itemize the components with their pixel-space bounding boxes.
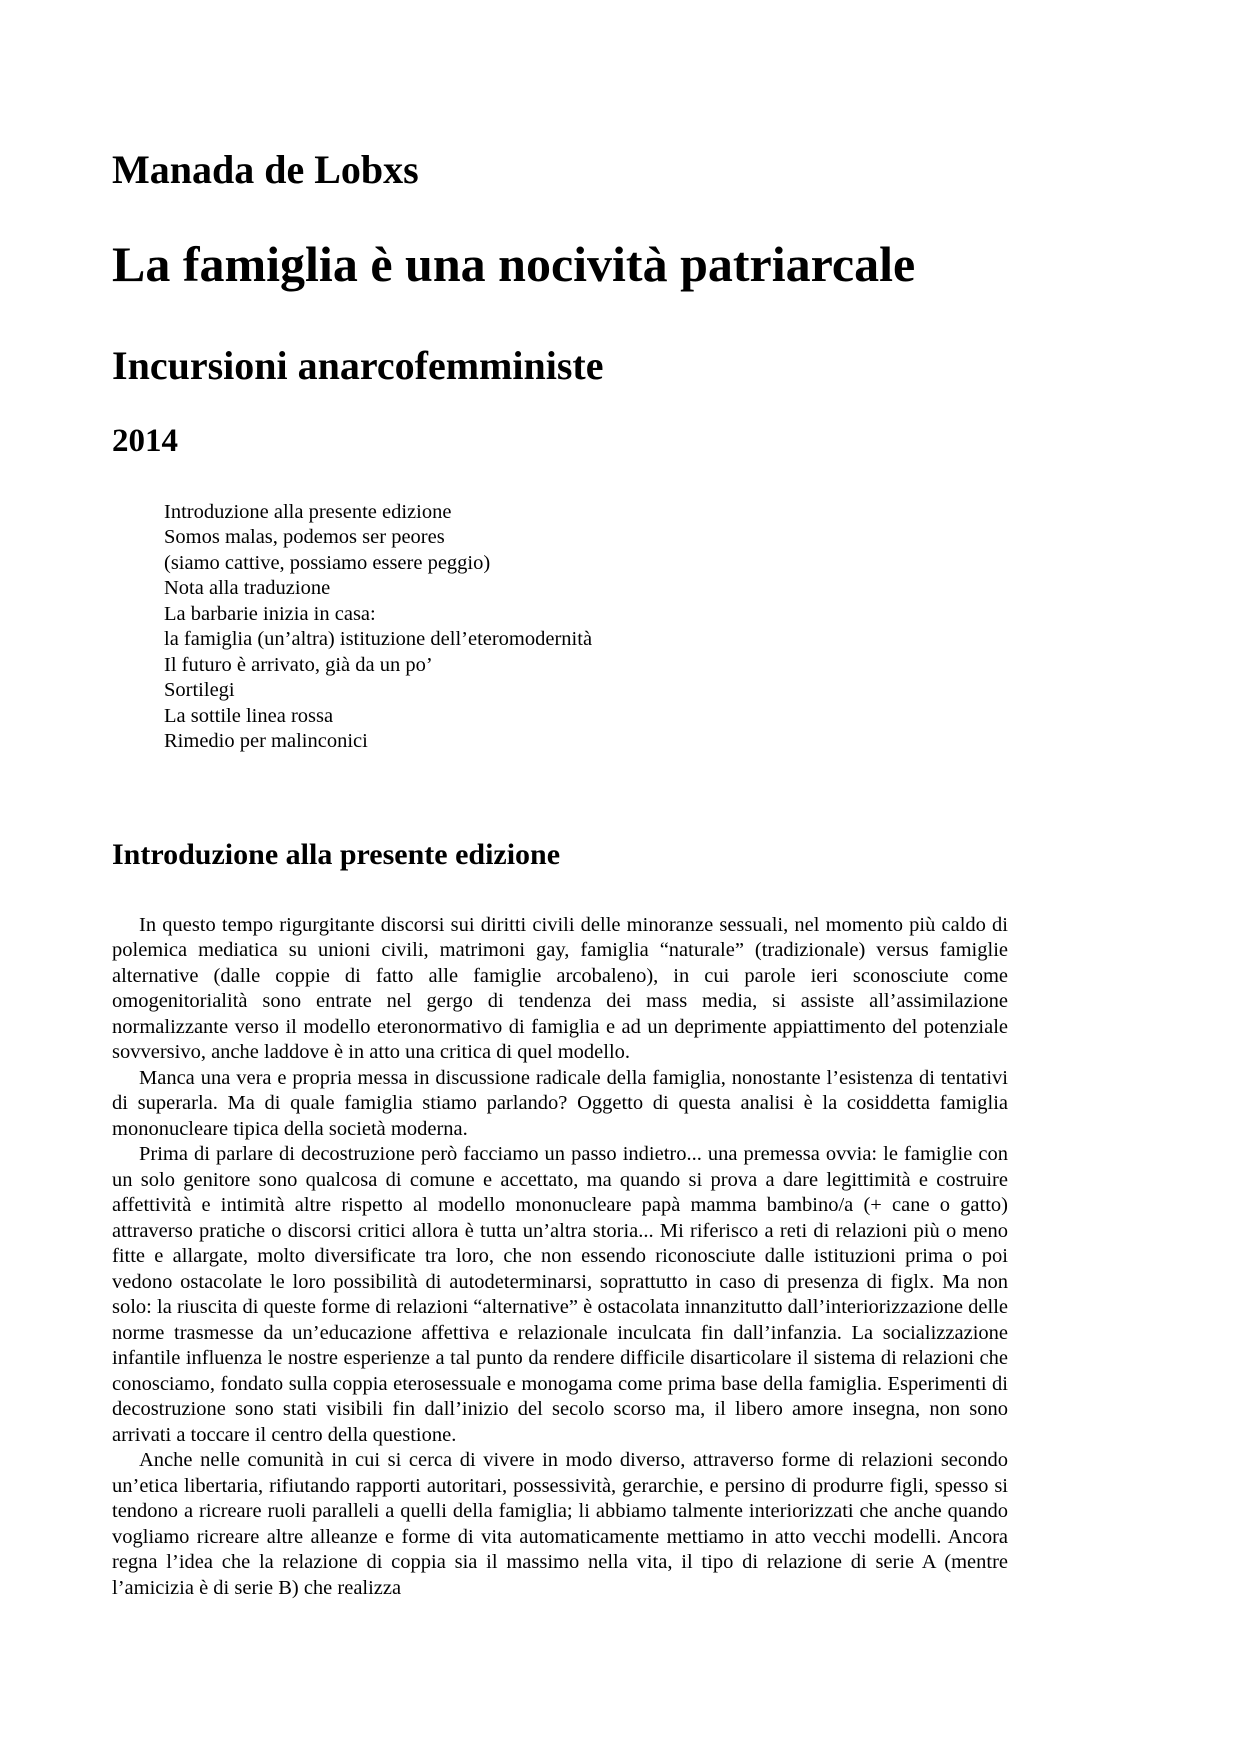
toc-entry: Introduzione alla presente edizione [164, 500, 452, 523]
toc-entry: (siamo cattive, possiamo essere peggio) [164, 551, 491, 574]
toc-entry: la famiglia (un’altra) istituzione dell’eteromodernità [164, 628, 593, 651]
section-body [112, 913, 1008, 1602]
book-title: La famiglia è una nocività patriarcale [112, 236, 916, 292]
author: Manada de Lobxs [112, 147, 419, 192]
body-paragraph: Manca una vera e propria messa in discussione radicale della famiglia, nonostante l’esistenza di tentativi di superarla. Ma di quale famiglia stiamo parlando? Oggetto di questa analisi è la cosiddetta famiglia mononucleare tipica della società moderna. [112, 1066, 1008, 1140]
toc-entry: Nota alla traduzione [164, 577, 331, 600]
toc-entry: Il futuro è arrivato, già da un po’ [164, 653, 433, 676]
toc-entry: Rimedio per malinconici [164, 730, 368, 753]
toc-entry: La barbarie inizia in casa: [164, 602, 376, 625]
table-of-contents [164, 500, 1008, 755]
section-heading: Introduzione alla presente edizione [112, 837, 561, 871]
body-paragraph: Anche nelle comunità in cui si cerca di vivere in modo diverso, attraverso forme di relazioni secondo un’etica libertaria, rifiutando rapporti autoritari, possessività, gerarchie, e persino di produrre figli, spesso si tendono a ricreare ruoli paralleli a quelli della famiglia; li abbiamo talmente interiorizzati che anche quando vogliamo ricreare altre alleanze e forme di vita automaticamente mettiamo in atto vecchi modelli. Ancora regna l’idea che la relazione di coppia sia il massimo nella vita, il tipo di relazione di serie A (mentre l’amicizia è di serie B) che realizza [112, 1449, 1008, 1599]
publication-year: 2014 [112, 423, 178, 459]
toc-entry: Sortilegi [164, 679, 235, 702]
toc-entry: Somos malas, podemos ser peores [164, 526, 445, 549]
book-subtitle: Incursioni anarcofemministe [112, 343, 604, 388]
body-paragraph: Prima di parlare di decostruzione però facciamo un passo indietro... una premessa ovvia: le famiglie con un solo genitore sono qualcosa di comune e accettato, ma quando si prova a dare legittimità e costruire affettività e intimità altre rispetto al modello mononucleare papà mamma bambino/a (+ cane o gatto) attraverso pratiche o discorsi critici allora è tutta un’altra storia... Mi riferisco a reti di relazioni più o meno fitte e allargate, molto diversificate tra loro, che non essendo riconosciute dalle istituzioni prima o poi vedono ostacolate le loro possibilità di autodeterminarsi, soprattutto in caso di presenza di figlx. Ma non solo: la riuscita di queste forme di relazioni “alternative” è ostacolata innanzitutto dall’interiorizzazione delle norme trasmesse da un’educazione affettiva e relazionale inculcata fin dall’infanzia. La socializzazione infantile influenza le nostre esperienze a tal punto da rendere difficile disarticolare il sistema di relazioni che conosciamo, fondato sulla coppia eterosessuale e monogama come prima base della famiglia. Esperimenti di decostruzione sono stati visibili fin dall’inizio del secolo scorso ma, il libero amore insegna, non sono arrivati a toccare il centro della questione. [112, 1143, 1008, 1446]
body-paragraph: In questo tempo rigurgitante discorsi sui diritti civili delle minoranze sessuali, nel momento più caldo di polemica mediatica su unioni civili, matrimoni gay, famiglia “naturale” (tradizionale) versus famiglie alternative (dalle coppie di fatto alle famiglie arcobaleno), in cui parole ieri sconosciute come omogenitorialità sono entrate nel gergo di tendenza dei mass media, si assiste all’assimilazione normalizzante verso il modello eteronormativo di famiglia e ad un deprimente appiattimento del potenziale sovversivo, anche laddove è in atto una critica di quel modello. [112, 913, 1008, 1064]
toc-entry: La sottile linea rossa [164, 704, 334, 727]
